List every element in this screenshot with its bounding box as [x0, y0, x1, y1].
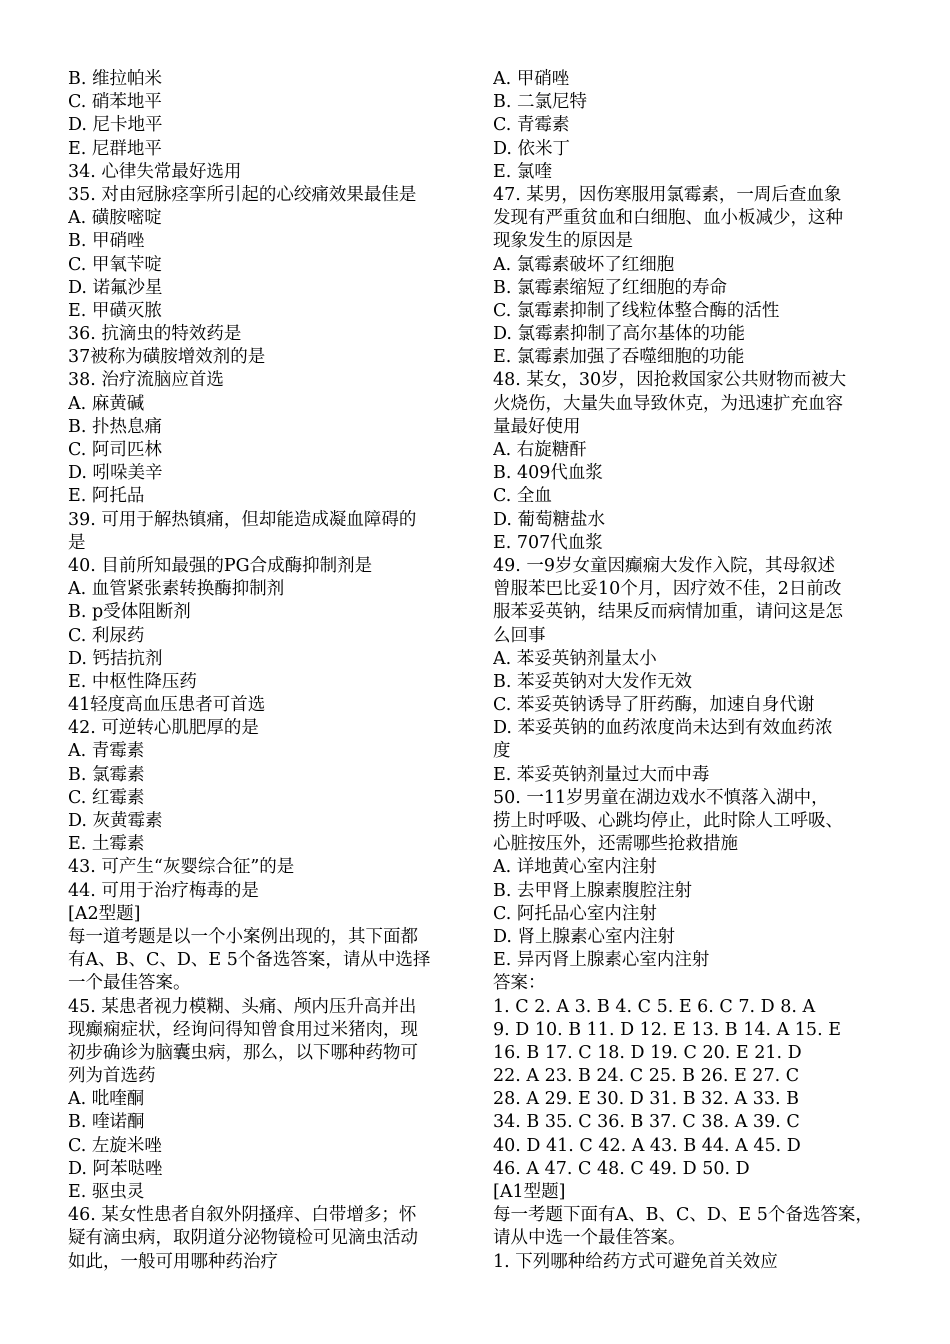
text-line: [A1型题]	[493, 1182, 566, 1202]
text-line: 34. B 35. C 36. B 37. C 38. A 39. C	[493, 1112, 800, 1133]
text-line: 每一考题下面有A、B、C、D、E 5个备选答案，	[493, 1205, 873, 1226]
text-line: C. 阿司匹林	[68, 440, 162, 460]
text-line: 39. 可用于解热镇痛，但却能造成凝血障碍的	[68, 509, 417, 530]
text-line: A. 吡喹酮	[68, 1089, 145, 1110]
text-line: D. 吲哚美辛	[68, 463, 163, 484]
text-line: B. 喹诺酮	[68, 1112, 145, 1133]
text-line: 现癫痫症状，经询问得知曾食用过米猪肉，现	[68, 1019, 418, 1040]
text-line: D. 尼卡地平	[68, 115, 163, 136]
text-line: B. 去甲肾上腺素腹腔注射	[493, 880, 692, 901]
text-line: C. 青霉素	[493, 115, 570, 136]
text-line: 列为首选药	[68, 1066, 156, 1087]
text-line: A. 详地黄心室内注射	[493, 857, 657, 878]
text-line: 44. 可用于治疗梅毒的是	[68, 880, 259, 901]
text-line: E. 阿托品	[68, 486, 145, 507]
text-line: 42. 可逆转心肌肥厚的是	[68, 718, 259, 739]
text-line: 初步确诊为脑囊虫病，那么，以下哪种药物可	[68, 1042, 418, 1063]
text-line: 40. D 41. C 42. A 43. B 44. A 45. D	[493, 1135, 801, 1156]
text-line: B. 氯霉素	[68, 764, 145, 785]
text-line: E. 氯霉素加强了吞噬细胞的功能	[493, 347, 745, 368]
text-line: 47. 某男，因伤寒服用氯霉素，一周后查血象	[493, 184, 842, 205]
text-line: D. 肾上腺素心室内注射	[493, 926, 676, 947]
text-line: B. 扑热息痛	[68, 416, 162, 437]
text-line: E. 中枢性降压药	[68, 671, 197, 692]
text-line: 35. 对由冠脉痉挛所引起的心绞痛效果最佳是	[68, 184, 417, 205]
text-line: 40. 目前所知最强的PG合成酶抑制剂是	[68, 555, 373, 576]
text-line: B. 苯妥英钠对大发作无效	[493, 671, 692, 692]
text-line: 请从中选一个最佳答案。	[493, 1228, 686, 1249]
text-line: 么回事	[493, 625, 546, 646]
text-line: D. 苯妥英钠的血药浓度尚未达到有效血药浓	[493, 718, 833, 739]
text-line: B. 甲硝唑	[68, 231, 145, 252]
text-line: 捞上时呼吸、心跳均停止，此时除人工呼吸、	[493, 811, 843, 831]
text-line: 38. 治疗流脑应首选	[68, 370, 224, 391]
text-line: 火烧伤，大量失血导致休克，为迅速扩充血容	[493, 393, 843, 414]
text-line: C. 全血	[493, 486, 552, 507]
text-line: 46. 某女性患者自叙外阴搔痒、白带增多；怀	[68, 1205, 417, 1226]
left-column	[68, 68, 468, 1274]
text-line: 曾服苯巴比妥10个月，因疗效不佳，2日前改	[493, 579, 842, 600]
text-line: 16. B 17. C 18. D 19. C 20. E 21. D	[493, 1042, 802, 1063]
text-line: 22. A 23. B 24. C 25. B 26. E 27. C	[493, 1066, 800, 1087]
right-column	[493, 68, 895, 1274]
text-line: 9. D 10. B 11. D 12. E 13. B 14. A 15. E	[493, 1019, 841, 1040]
text-line: D. 灰黄霉素	[68, 811, 163, 831]
text-line: B. 氯霉素缩短了红细胞的寿命	[493, 277, 727, 298]
text-line: 度	[493, 741, 511, 762]
text-line: 1. 下列哪种给药方式可避免首关效应	[493, 1251, 778, 1272]
text-line: 43. 可产生“灰婴综合征”的是	[68, 857, 295, 878]
text-line: E. 尼群地平	[68, 138, 162, 159]
text-line: D. 依米丁	[493, 138, 571, 159]
text-line: C. 甲氧苄啶	[68, 254, 162, 275]
text-line: A. 麻黄碱	[68, 393, 145, 414]
text-line: E. 异丙肾上腺素心室内注射	[493, 950, 710, 971]
text-line: 每一道考题是以一个小案例出现的，其下面都	[68, 926, 418, 947]
text-line: E. 土霉素	[68, 834, 145, 855]
text-line: 一个最佳答案。	[68, 973, 191, 994]
text-line: C. 硝苯地平	[68, 92, 162, 113]
text-line: C. 氯霉素抑制了线粒体整合酶的活性	[493, 300, 780, 321]
text-line: A. 氯霉素破坏了红细胞	[493, 254, 675, 275]
text-line: A. 甲硝唑	[493, 69, 570, 89]
text-line: A. 苯妥英钠剂量太小	[493, 648, 657, 669]
text-line: 量最好使用	[493, 416, 581, 437]
text-line: 答案：	[493, 973, 546, 994]
text-line: E. 707代血浆	[493, 532, 603, 553]
text-line: B. 二氯尼特	[493, 92, 587, 113]
text-line: A. 青霉素	[68, 741, 145, 762]
text-line: 34. 心律失常最好选用	[68, 161, 242, 182]
text-line: 1. C 2. A 3. B 4. C 5. E 6. C 7. D 8. A	[493, 996, 816, 1017]
text-line: 心脏按压外，还需哪些抢救措施	[493, 834, 738, 855]
text-line: 45. 某患者视力模糊、头痛、颅内压升高并出	[68, 996, 417, 1017]
text-line: D. 阿苯哒唑	[68, 1158, 163, 1179]
text-line: 如此，一般可用哪种药治疗	[68, 1251, 278, 1272]
text-line: 36. 抗滴虫的特效药是	[68, 324, 242, 345]
text-line: B. p受体阻断剂	[68, 602, 191, 623]
text-line: 46. A 47. C 48. C 49. D 50. D	[493, 1158, 750, 1179]
text-line: A. 磺胺嘧啶	[68, 208, 162, 229]
text-line: B. 维拉帕米	[68, 69, 162, 89]
text-line: 49. 一9岁女童因癫痫大发作入院，其母叙述	[493, 555, 836, 576]
text-line: 现象发生的原因是	[493, 231, 633, 252]
text-line: [A2型题]	[68, 903, 141, 924]
text-line: 37被称为磺胺增效剂的是	[68, 347, 266, 368]
text-line: A. 血管紧张素转换酶抑制剂	[68, 579, 285, 600]
text-line: 50. 一11岁男童在湖边戏水不慎落入湖中，	[493, 787, 829, 808]
text-line: D. 氯霉素抑制了高尔基体的功能	[493, 324, 746, 345]
text-line: 发现有严重贫血和白细胞、血小板减少，这种	[493, 208, 843, 229]
text-line: 疑有滴虫病，取阴道分泌物镜检可见滴虫活动	[68, 1228, 418, 1249]
text-line: 服苯妥英钠，结果反而病情加重，请问这是怎	[493, 602, 843, 623]
text-line: 41轻度高血压患者可首选	[68, 695, 266, 716]
text-line: C. 阿托品心室内注射	[493, 903, 657, 924]
text-line: 有A、B、C、D、E 5个备选答案，请从中选择	[68, 950, 431, 971]
text-line: C. 红霉素	[68, 787, 145, 808]
text-line: D. 钙拮抗剂	[68, 648, 163, 669]
text-line: 是	[68, 532, 86, 553]
text-line: E. 苯妥英钠剂量过大而中毒	[493, 764, 710, 785]
text-line: C. 左旋米唑	[68, 1135, 162, 1156]
text-line: A. 右旋糖酐	[493, 440, 587, 460]
text-line: 28. A 29. E 30. D 31. B 32. A 33. B	[493, 1089, 799, 1110]
text-line: E. 甲磺灭脓	[68, 300, 162, 321]
text-line: D. 诺氟沙星	[68, 277, 163, 298]
text-line: 48. 某女，30岁，因抢救国家公共财物而被大	[493, 370, 847, 391]
text-line: B. 409代血浆	[493, 463, 603, 484]
text-line: E. 驱虫灵	[68, 1182, 145, 1202]
text-line: E. 氯喹	[493, 161, 552, 182]
text-line: D. 葡萄糖盐水	[493, 509, 606, 530]
text-line: C. 苯妥英钠诱导了肝药酶，加速自身代谢	[493, 695, 815, 716]
text-line: C. 利尿药	[68, 625, 145, 646]
